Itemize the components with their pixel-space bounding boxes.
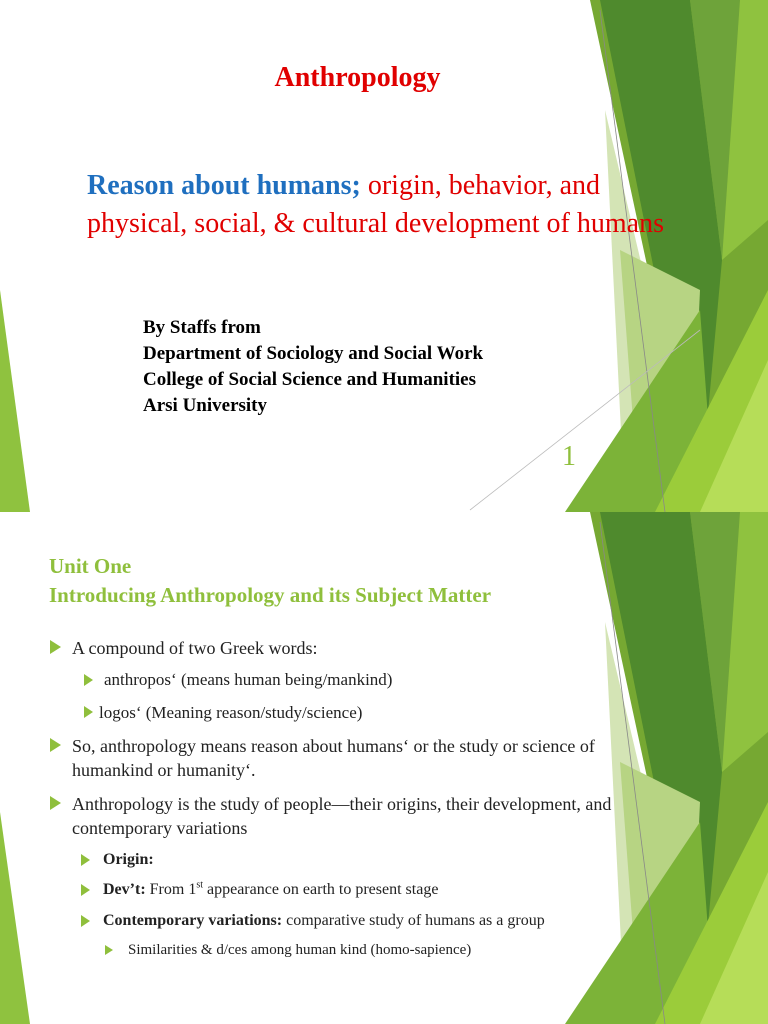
- bullet-arrow-icon: [50, 738, 61, 752]
- subtitle-rest: origin, behavior, and physical, social, & cultural development of humans: [87, 170, 664, 239]
- sub-bullet-arrow-icon: [84, 706, 93, 718]
- slide-heading: [49, 552, 491, 610]
- devt-label: Dev’t:: [103, 881, 146, 898]
- contemp-label: Contemporary variations:: [103, 912, 283, 929]
- credits-line: By Staffs from: [143, 317, 261, 338]
- devt-text-post: appearance on earth to present stage: [202, 881, 439, 898]
- sub-bullet-1: anthropos‘ (means human being/mankind): [104, 670, 393, 689]
- contemp-text: comparative study of humans as a group: [282, 912, 545, 929]
- devt-text-pre: From 1: [145, 881, 197, 898]
- heading-line-2: Introducing Anthropology and its Subject Matter: [49, 583, 492, 607]
- sub-sub-bullet-arrow-icon: [105, 945, 113, 955]
- sub-bullet-arrow-icon: [81, 884, 90, 896]
- bullet-1: A compound of two Greek words:: [72, 638, 318, 658]
- heading-line-1: Unit One: [49, 554, 132, 578]
- sub-bullet-2: logos‘ (Meaning reason/study/science): [99, 703, 363, 722]
- credits-line: Arsi University: [143, 395, 268, 416]
- credits-line: College of Social Science and Humanities: [143, 369, 477, 390]
- content-slide: [0, 512, 768, 1024]
- bullet-arrow-icon: [50, 640, 61, 654]
- sub-bullet-arrow-icon: [81, 854, 90, 866]
- credits-block: [143, 315, 483, 419]
- bullet-arrow-icon: [50, 796, 61, 810]
- subtitle-highlight: Reason about humans;: [87, 170, 361, 201]
- origin-label: Origin:: [103, 851, 154, 868]
- slide-subtitle: [87, 167, 687, 243]
- sub-bullet-arrow-icon: [84, 674, 93, 686]
- devt-sup: st: [196, 879, 203, 891]
- bullet-3: Anthropology is the study of people—their origins, their development, and contemporary variations: [72, 794, 612, 838]
- contemp-item: [103, 909, 545, 933]
- subsub-item-1: Similarities & d/ces among human kind (homo-sapience): [128, 942, 472, 958]
- origin-item: [103, 848, 154, 872]
- bullet-2: So, anthropology means reason about humans‘ or the study or science of humankind or humanity‘.: [72, 736, 595, 780]
- slide-title: Anthropology: [274, 62, 441, 93]
- sub-bullet-arrow-icon: [81, 915, 90, 927]
- devt-item: [103, 878, 438, 902]
- page-number: 1: [562, 441, 576, 472]
- credits-line: Department of Sociology and Social Work: [143, 343, 484, 364]
